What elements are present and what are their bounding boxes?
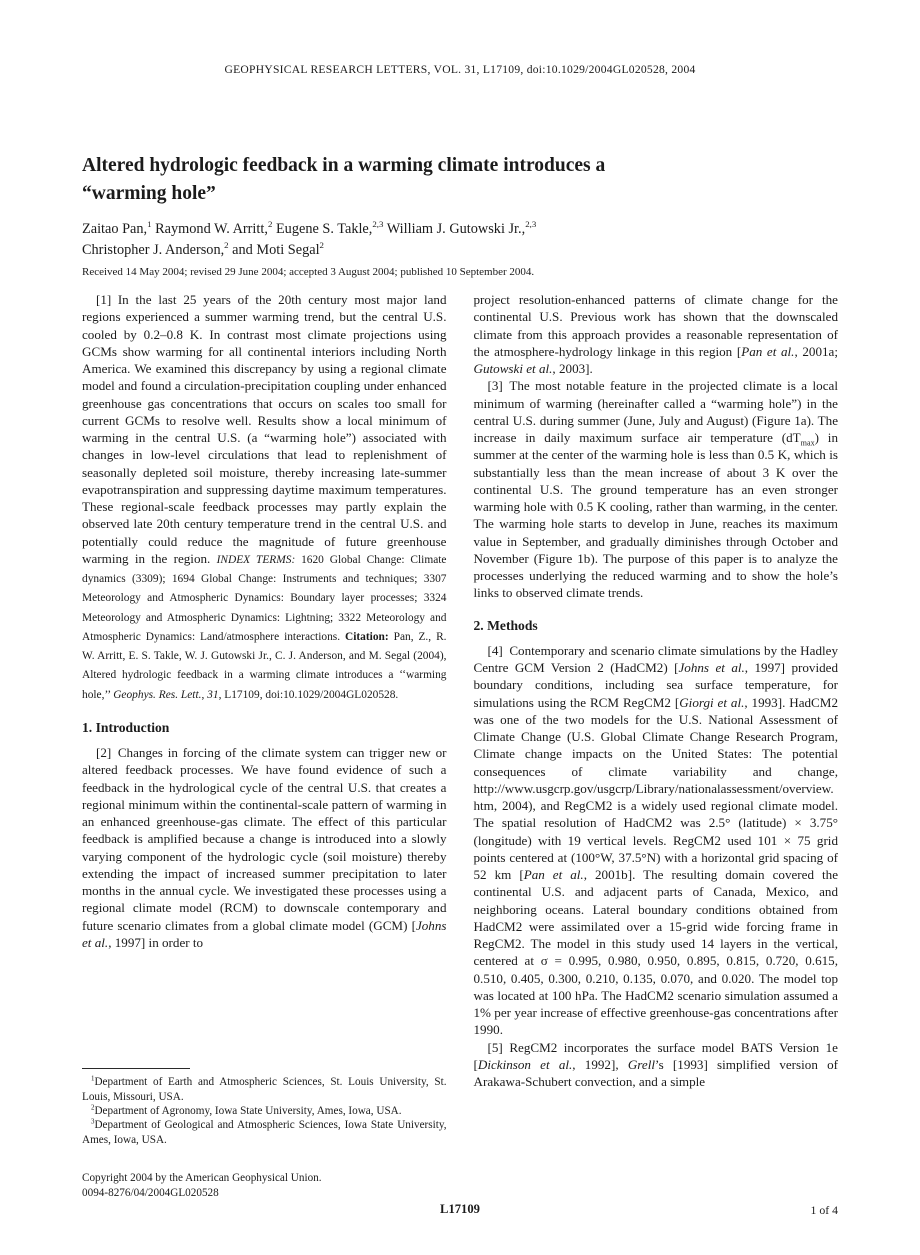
- paper-title-line-1: Altered hydrologic feedback in a warming climate introduces a: [82, 155, 606, 176]
- abstract-paragraph: [1] In the last 25 years of the 20th century most major land regions experienced a summer warming trend, but the central U.S. cooled by 0.2–0.8 K. In contrast most climate projections using GCMs show warming for all continental interiors including North America. We examined this discrepancy by using a regional climate model and found a circulation-precipitation coupling under enhanced greenhouse gas concentrations that occurs on scales too small for current GCMs to resolve well. Results show a local minimum of warming in the central U.S. (a “warming hole”) associated with changes in low-level circulations that lead to replenishment of seasonally depleted soil moisture, thereby increasing late-summer evapotranspiration and suppressing daytime maximum temperatures. These regional-scale feedback processes may partly explain the observed late 20th century temperature trend in the central U.S. and potentially could reduce the magnitude of future greenhouse warming in the region. INDEX TERMS: 1620 Global Change: Climate dynamics (3309); 1694 Global Change: Instruments and techniques; 3307 Meteorology and Atmospheric Dynamics: Boundary layer processes; 3324 Meteorology and Atmospheric Dynamics: Lightning; 3322 Meteorology and Atmospheric Dynamics: Land/atmosphere interactions. Citation: Pan, Z., R. W. Arritt, E. S. Takle, W. J. Gutowski Jr., C. J. Anderson, and M. Segal (2004), Altered hydrologic feedback in a warming climate introduces a ‘‘warming hole,’’ Geophys. Res. Lett., 31, L17109, doi:10.1029/2004GL020528.: [82, 292, 447, 701]
- copyright-block: [82, 1171, 447, 1200]
- paper-title: [82, 152, 838, 207]
- paragraph-4-methods: [4] Contemporary and scenario climate simulations by the Hadley Centre GCM Version 2 (HadCM2) [Johns et al., 1997] provided boundary conditions, including sea surface temperature, for simulations using the RCM RegCM2 [Giorgi et al., 1993]. HadCM2 was one of the two models for the U.S. National Assessment of Climate Change (U.S. Global Climate Change Research Program, Climate change impacts on the United States: The potential consequences of climate variability and change, http://www.usgcrp.gov/usgcrp/Library/nationalassessment/overview.htm, 2004), and RegCM2 is a widely used regional climate model. The spatial resolution of HadCM2 was 2.5° (latitude) × 3.75° (longitude) with 19 vertical levels. RegCM2 used 101 × 75 grid points centered at (100°W, 37.5°N) with a horizontal grid spacing of 52 km [Pan et al., 2001b]. The resulting domain covered the continental U.S. and adjacent parts of Canada, Mexico, and neighboring oceans. Lateral boundary conditions obtained from HadCM2 were assimilated over a 15-grid wide forcing frame in RegCM2. The model in this study used 14 layers in the vertical, centered at σ = 0.995, 0.980, 0.950, 0.895, 0.815, 0.720, 0.615, 0.510, 0.405, 0.300, 0.210, 0.135, 0.070, and 0.020. The model top was located at 100 hPa. The HadCM2 scenario simulation assumed a 1% per year increase of effective greenhouse-gas concentrations after 1990.: [473, 642, 839, 1038]
- footnote-affiliation-2: $^2$Department of Agronomy, Iowa State University, Ames, Iowa, USA.: [91, 1103, 402, 1117]
- issn-doi-line: 0094-8276/04/2004GL020528: [82, 1186, 219, 1199]
- footnote-affiliation-1: $^1$Department of Earth and Atmospheric Sciences, St. Louis University, St. Louis, Missouri, USA.: [82, 1074, 447, 1103]
- section-heading-methods: 2. Methods: [473, 617, 538, 633]
- author-line-1: Zaitao Pan,$^1$ Raymond W. Arritt,$^2$ Eugene S. Takle,$^{2,3}$ William J. Gutowski Jr.,$^{2,3}$: [82, 219, 537, 237]
- footnote-affiliation-3: $^3$Department of Geological and Atmospheric Sciences, Iowa State University, Ames, Iowa, USA.: [82, 1117, 447, 1146]
- paragraph-5-methods: [5] RegCM2 incorporates the surface model BATS Version 1e [Dickinson et al., 1992], Grell’s [1993] simplified version of Arakawa-Schubert convection, and a simple: [473, 1039, 838, 1089]
- footer-page-number: 1 of 4: [810, 1203, 838, 1217]
- footnote-rule: [82, 1068, 190, 1069]
- journal-header: GEOPHYSICAL RESEARCH LETTERS, VOL. 31, L17109, doi:10.1029/2004GL020528, 2004: [224, 63, 696, 76]
- copyright-line: Copyright 2004 by the American Geophysical Union.: [82, 1172, 322, 1185]
- paragraph-3: [3] The most notable feature in the projected climate is a local minimum of warming (hereinafter called a “warming hole”) in the central U.S. during summer (June, July and August) (Figure 1a). The increase in daily maximum surface air temperature $(dT_{max})$ in summer at the center of the warming hole is less than 0.5 K, which is substantially less than the mean increase of about 3 K over the continental U.S. The ground temperature has an even stronger warming hole with 0.5 K cooling, rather than warming, in the center. The warming hole starts to develop in June, reaches its maximum value in September, and gradually diminishes through October and November (Figure 1b). The purpose of this paper is to analyze the processes underlying the reduced warming and to show the hole’s links to observed climate trends.: [473, 378, 838, 601]
- footer-article-id: L17109: [440, 1202, 480, 1216]
- paragraph-2-introduction: [2] Changes in forcing of the climate system can trigger new or altered feedback processes. We have found evidence of such a feedback in the hydrological cycle of the central U.S. that creates a regional minimum within the continental-scale pattern of warming in an enhanced greenhouse-gas climate. The effect of this particular feedback is amplified because a change is introduced into a slowly varying component of the hydrologic cycle (soil moisture) thereby extending the impact of increased summer precipitation to later months in the annual cycle. We investigated these processes using a regional climate model (RCM) to downscale contemporary and future scenario climates from a global climate model (GCM) [Johns et al., 1997] in order to: [82, 745, 447, 950]
- section-heading-introduction: 1. Introduction: [82, 719, 170, 735]
- two-column-body: [82, 291, 838, 1200]
- received-dates: Received 14 May 2004; revised 29 June 2004; accepted 3 August 2004; published 10 September 2004.: [82, 266, 535, 278]
- author-list: [82, 219, 838, 260]
- footnotes-block: [82, 1068, 447, 1200]
- paragraph-2-continuation: project resolution-enhanced patterns of climate change for the continental U.S. Previous work has shown that the downscaled climate from this approach provides a reasonable representation of the atmosphere-hydrology linkage in this region [Pan et al., 2001a; Gutowski et al., 2003].: [473, 292, 838, 376]
- left-column: [82, 291, 447, 1200]
- author-line-2: Christopher J. Anderson,$^2$ and Moti Segal$^2$: [82, 239, 324, 258]
- paper-title-line-2: “warming hole”: [82, 182, 216, 204]
- right-column: [474, 291, 839, 1200]
